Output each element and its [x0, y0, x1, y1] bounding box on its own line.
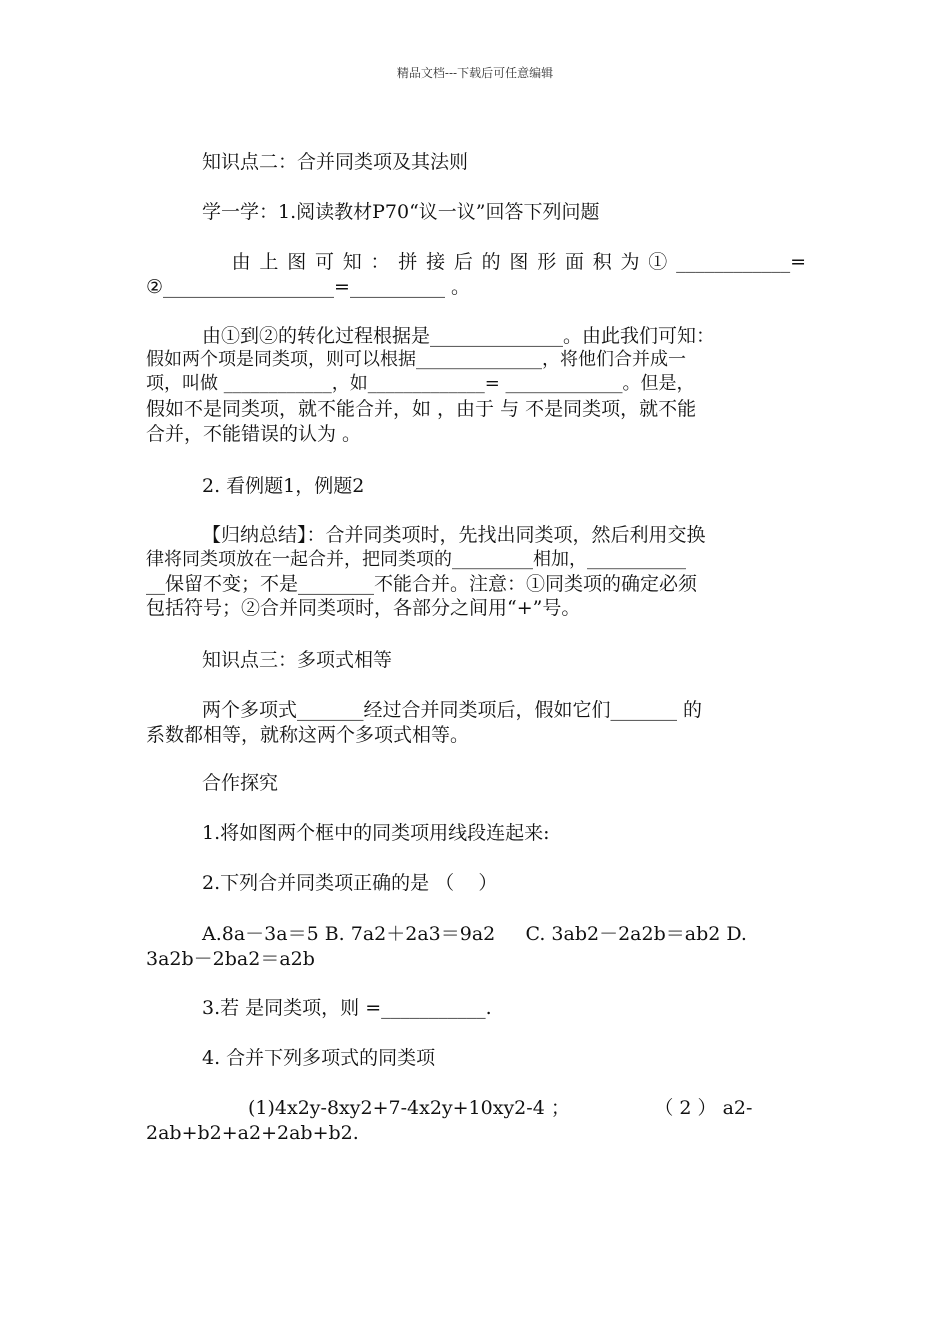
section-title-2: 知识点二：合并同类项及其法则: [202, 151, 469, 173]
section-title-3: 知识点三：多项式相等: [202, 649, 393, 671]
summary-line: 律将同类项放在一起合并，把同类项的_________相加，___________: [146, 549, 686, 570]
example-line: 2. 看例题1，例题2: [202, 475, 365, 497]
paragraph-line: 假如两个项是同类项，则可以根据______________，将他们合并成一: [146, 349, 686, 370]
paragraph-line: 项，叫做 ____________，如_____________= _____________。但是，: [146, 373, 695, 394]
question-1: 1.将如图两个框中的同类项用线段连起来:: [202, 822, 550, 844]
question-4: 4. 合并下列多项式的同类项: [202, 1047, 436, 1069]
definition-line: 两个多项式_______经过合并同类项后，假如它们_______ 的: [202, 699, 703, 721]
cooperation-title: 合作探究: [202, 772, 279, 794]
paragraph-line: 由①到②的转化过程根据是______________。由此我们可知：: [202, 325, 716, 347]
question-2: 2.下列合并同类项正确的是 （ ）: [202, 872, 498, 894]
page-header: 精品文档---下载后可任意编辑: [396, 66, 554, 80]
study-instruction: 学一学：1.阅读教材P70“议一议”回答下列问题: [202, 201, 600, 223]
question-3: 3.若 是同类项，则 =___________.: [202, 997, 492, 1019]
question-4-items-cont: 2ab+b2+a2+2ab+b2.: [146, 1122, 359, 1144]
paragraph-line: 合并，不能错误的认为 。: [146, 423, 362, 445]
question-2-options: A.8a－3a＝5 B. 7a2＋2a3＝9a2 C. 3ab2－2a2b＝ab2 D.: [202, 923, 747, 945]
question-2-options-cont: 3a2b－2ba2＝a2b: [146, 948, 315, 970]
area-fill-line-2: ②__________________=__________ 。: [146, 276, 470, 298]
area-fill-line-1: 由上图可知：拼接后的图形面积为①____________=: [202, 251, 806, 273]
paragraph-line: 假如不是同类项，就不能合并，如 ，由于 与 不是同类项，就不能: [146, 398, 697, 420]
summary-line: __保留不变；不是________不能合并。注意：①同类项的确定必须: [146, 573, 698, 595]
summary-line: 【归纳总结】：合并同类项时，先找出同类项，然后利用交换: [202, 524, 706, 546]
definition-line: 系数都相等，就称这两个多项式相等。: [146, 724, 470, 746]
summary-line: 包括符号；②合并同类项时，各部分之间用“+”号。: [146, 597, 581, 619]
question-4-items: (1)4x2y-8xy2+7-4x2y+10xy2-4 ； （ 2 ） a2-: [248, 1097, 753, 1119]
